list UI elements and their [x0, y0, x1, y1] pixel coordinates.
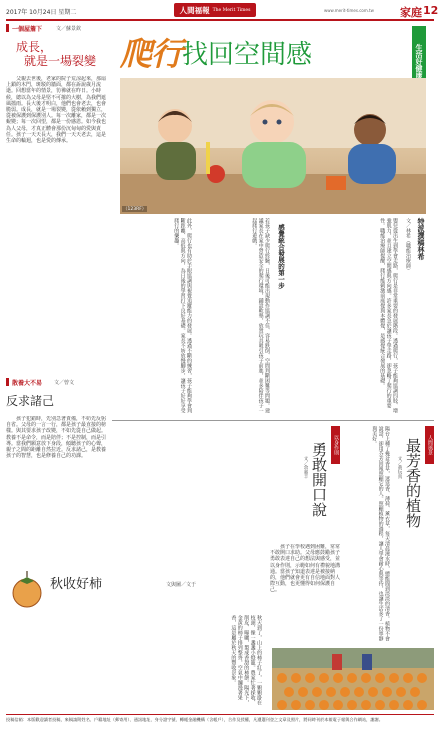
column-name: 人間風景 — [425, 426, 434, 464]
left-top-article — [6, 24, 106, 372]
article-title — [16, 40, 106, 68]
column-name: 以身作則 — [331, 426, 340, 464]
babies-photo-illustration — [120, 78, 426, 214]
article-body: 孩子犯錯時，先別急著責備，不妨先反躬自省。父母的一言一行，都是孩子最直接的榜樣。與其要求孩子改變，不如先從自己做起。教養不是命令，而是陪伴；不是控制，而是引導。當我們願意放下身段，傾聽孩子的心聲，親子之間的距離自然拉近。反求諸己，是教養孩子的智慧，也是修養自己的功課。 — [6, 416, 106, 460]
column-bar — [6, 378, 106, 386]
article-body: 秋天到了，山上的柿子紅了，一顆顆掛在枝頭，像一盞盞小燈籠。農家忙著採收、削皮、曝曬，製成香甜的柿餅。陽光下，金黃的柿子排列整齊，空氣中瀰漫著果香，這是屬於秋天的豐收景象。 — [230, 615, 262, 705]
site-url: www.merit-times.com.tw — [324, 8, 374, 13]
section-divider — [112, 420, 434, 421]
footer-rule — [6, 714, 434, 715]
footer-notice: 投稿信箱：本版歡迎讀者投稿，來稿請附姓名、戶籍地址（郵寄用）、通訊地址、身分證字號、轉帳金融機構（含帳戶），合作及授權，凡遭選刊登之文章及照片，將同時刊於本報電子報與合作網站，謝謝。 — [6, 717, 383, 722]
byline: 文與圖／文于 — [166, 582, 197, 588]
header-rule — [6, 19, 434, 21]
courage-article — [270, 426, 340, 646]
headline-emphasis: 爬行 — [120, 35, 183, 73]
headline-rest: 找回空間感 — [182, 39, 313, 70]
feature-subhead: 感覺統合發展的第一步 — [277, 224, 285, 289]
article-body: 陽台上種了幾盆香草，迷迭香、薄荷、薰衣草，每天清晨澆水時，總能聞到淡淡的清香。植物不會說話，卻用芬芳回報照顧它的人。照顧植物的過程，讓人學會耐心與等待，也讓生活多了一份寧靜與美好。 — [371, 426, 390, 641]
drying-persimmons-illustration — [272, 648, 434, 710]
article-title: 勇敢開口說 — [310, 442, 328, 517]
issue-date: 2017年 10月24日 星期二 — [6, 9, 77, 16]
feature-body-1: 嬰兒從出生到學會走路，爬行是非常重要的發展階段。透過爬行，孩子能夠協調四肢、增強肌力，並且建立空間感與方向感。許多家長急於讓孩子學走路，卻忽略了爬行的重要性。職能治療師提醒，爬行能刺激前庭覺與本體覺，是感覺統合發展的基礎。 — [379, 218, 398, 413]
byline: 文／余嘉丰 — [303, 456, 308, 479]
column-mark — [6, 378, 9, 386]
feature-photo — [120, 78, 426, 214]
article-title: 秋收好柿 — [50, 577, 103, 592]
article-title: 反求諸己 — [6, 394, 55, 408]
plant-article — [344, 426, 434, 646]
persimmon-drawing — [8, 567, 46, 611]
masthead-en: The Merit Times — [212, 7, 251, 13]
article-title: 最芳香的植物 — [404, 438, 422, 528]
persimmon-icon — [8, 567, 46, 611]
left-bottom-article — [6, 378, 106, 558]
article-body: 父親去世後，老家的院子荒涼起來，那扇上鎖的木門，斑駁的牆面，都在訴說歲月流逝。回想當年的情景，彷彿就在昨日。小時候，總以為父母是堅不可摧的大樹，為我們遮風擋雨。長大後才明白，他們也會老去，也會脆弱。成長，就是一場裂變，從依賴到獨立，從被保護到保護別人。每一次離家，都是一次蛻變；每一次回望，都是一份感恩。如今我也為人父母，才真正體會那份沉甸甸的愛與責任。孩子一天天長大，我們一天天老去，這是生命的輪迴，也是愛的傳承。 — [6, 76, 106, 145]
feature-body-3: 此外，爬行也有助於手眼協調與視覺追蹤能力的發展。透過不斷的練習，孩子能夠學會判斷距離、高低與方向，為日後的學習打下良好基礎。家長不妨放慢腳步，讓孩子好好享受爬行的樂趣。 — [173, 218, 192, 413]
feature-author: 文／林希（職能治療師） — [405, 218, 411, 273]
persimmon-article — [6, 563, 264, 711]
feature-tag: 生活好健康 — [412, 26, 426, 96]
feature-body-2: 若孩子缺少爬行經驗，日後可能出現動作協調不佳、容易跌倒、空間判斷困難等問題。建議家長在家中營造安全的爬行環境，鋪設軟墊，放置玩具吸引孩子前進，並多陪伴孩子一起爬行遊戲。 — [251, 218, 270, 413]
feature-subtitle: 特派撰稿林希 — [417, 218, 426, 260]
column-name: 散養大不易 — [12, 379, 43, 387]
column-bar — [6, 24, 106, 32]
title-line-1: 成長， — [16, 40, 53, 54]
masthead-cn: 人間福報 — [179, 5, 210, 15]
section-name: 家庭 — [400, 6, 422, 19]
byline: 文／蘇景欽 — [56, 25, 82, 32]
masthead — [174, 3, 256, 17]
page-header — [6, 3, 439, 19]
page-number: 12 — [423, 4, 439, 17]
column-mark — [6, 24, 9, 32]
article-body: 孩子在學校遇到困難，常常不敢開口求助。父母應鼓勵孩子勇敢表達自己的想法與感受，並以身作則，示範如何有禮貌地溝通。當孩子知道表達是被接納的，他們就會更有自信地面對人際互動，也更懂得如何保護自己。 — [270, 544, 340, 594]
byline: 文／黃玩真 — [397, 456, 402, 479]
column-name: 一個屋簷下 — [12, 25, 43, 33]
title-line-2: 就是一場裂變 — [24, 54, 97, 68]
photo-caption: （123RF） — [123, 207, 147, 212]
persimmon-photo — [272, 648, 434, 710]
feature-body — [120, 218, 426, 416]
feature-headline — [120, 30, 390, 74]
byline: 文／曾文 — [54, 379, 75, 386]
